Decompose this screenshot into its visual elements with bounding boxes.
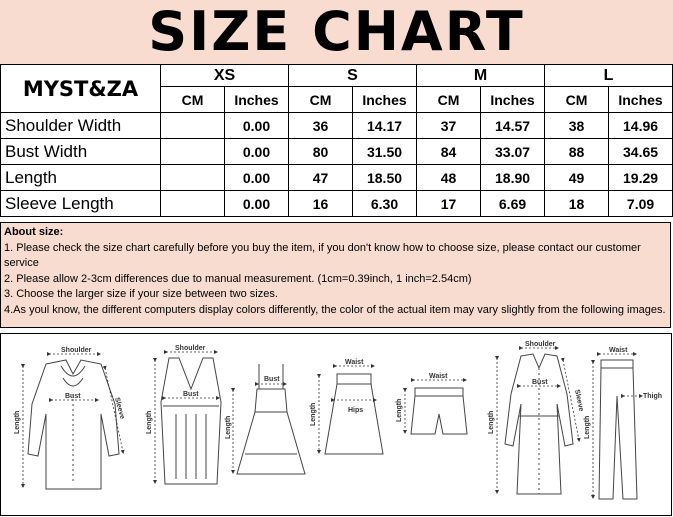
coat-dimension-lines [497,348,579,492]
inch-value: 14.96 [609,113,673,139]
bust-label: Bust [65,393,81,400]
waist-label: Waist [429,373,448,380]
trousers-sketch [599,360,637,499]
size-header-l: L [545,65,673,87]
length-label: Length [488,410,495,434]
cm-value: 80 [289,139,353,165]
cm-value: 38 [545,113,609,139]
inch-value: 0.00 [225,139,289,165]
skirt-sketch [325,374,383,454]
length-label: Length [146,410,153,434]
sleeve-label: Sleeve [113,396,126,420]
bust-label: Bust [264,376,280,383]
size-header-row [1,65,673,87]
waist-label: Waist [345,359,364,366]
unit-cm: CM [417,87,481,113]
brand-name: MYST&ZA [1,65,161,113]
inch-value: 31.50 [353,139,417,165]
unit-inches: Inches [353,87,417,113]
shorts-sketch [411,388,467,434]
row-label: Sleeve Length [1,191,161,217]
length-label: Length [396,398,403,422]
hips-label: Hips [348,407,364,414]
inch-value: 18.90 [481,165,545,191]
thigh-label: Thigh [643,393,663,400]
note-item: 1. Please check the size chart carefully before you buy the item, if you don't know how to choose size, please contact our customer service [4,241,641,269]
length-label: Length [310,402,317,426]
measurement-row [1,139,673,165]
inch-value: 0.00 [225,165,289,191]
inch-value: 14.57 [481,113,545,139]
bust-label: Bust [532,379,548,386]
row-label: Length [1,165,161,191]
note-item: 3. Choose the larger size if your size between two sizes. [4,288,278,300]
cm-value: 36 [289,113,353,139]
unit-cm: CM [161,87,225,113]
cm-value [161,191,225,217]
cm-value: 37 [417,113,481,139]
inch-value: 18.50 [353,165,417,191]
camisole-sketch [161,358,221,484]
page-title: SIZE CHART [148,0,525,63]
length-label: Length [225,415,232,439]
inch-value: 7.09 [609,191,673,217]
waist-label: Waist [609,347,628,354]
row-label: Bust Width [1,139,161,165]
cm-value: 49 [545,165,609,191]
inch-value: 19.29 [609,165,673,191]
unit-cm: CM [545,87,609,113]
bust-label: Bust [183,391,199,398]
notes-heading: About size: [4,226,64,238]
cm-value: 47 [289,165,353,191]
size-header-xs: XS [161,65,289,87]
inch-value: 0.00 [225,191,289,217]
note-item: 2. Please allow 2-3cm differences due to manual measurement. (1cm=0.39inch, 1 inch=2.54cm) [4,272,472,285]
inch-value: 6.69 [481,191,545,217]
size-header-m: M [417,65,545,87]
coat-sketch [505,354,573,494]
cm-value: 17 [417,191,481,217]
sleeve-label: Sleeve [573,388,585,413]
size-notes [0,222,671,328]
cm-value: 16 [289,191,353,217]
cm-value [161,165,225,191]
measurement-row [1,191,673,217]
length-label: Length [584,415,591,439]
cm-value [161,139,225,165]
cm-value: 84 [417,139,481,165]
measurement-row [1,165,673,191]
measurement-illustrations [0,333,672,516]
garment-sketches [1,334,671,515]
measurement-row [1,113,673,139]
inch-value: 33.07 [481,139,545,165]
shoulder-label: Shoulder [61,347,92,354]
blouse-sketch [28,360,119,489]
size-header-s: S [289,65,417,87]
shoulder-label: Shoulder [175,345,206,352]
dress-dimension-lines [233,384,285,472]
unit-inches: Inches [481,87,545,113]
note-item: 4.As youl know, the different computers display colors differently, the color of the actual item may vary slightly from the following images. [4,303,666,316]
inch-value: 6.30 [353,191,417,217]
unit-cm: CM [289,87,353,113]
cm-value: 48 [417,165,481,191]
unit-inches: Inches [225,87,289,113]
row-label: Shoulder Width [1,113,161,139]
size-table [0,64,673,217]
shoulder-label: Shoulder [525,341,556,348]
unit-inches: Inches [609,87,673,113]
length-label: Length [14,410,21,434]
inch-value: 14.17 [353,113,417,139]
cm-value [161,113,225,139]
inch-value: 0.00 [225,113,289,139]
cm-value: 18 [545,191,609,217]
cm-value: 88 [545,139,609,165]
inch-value: 34.65 [609,139,673,165]
